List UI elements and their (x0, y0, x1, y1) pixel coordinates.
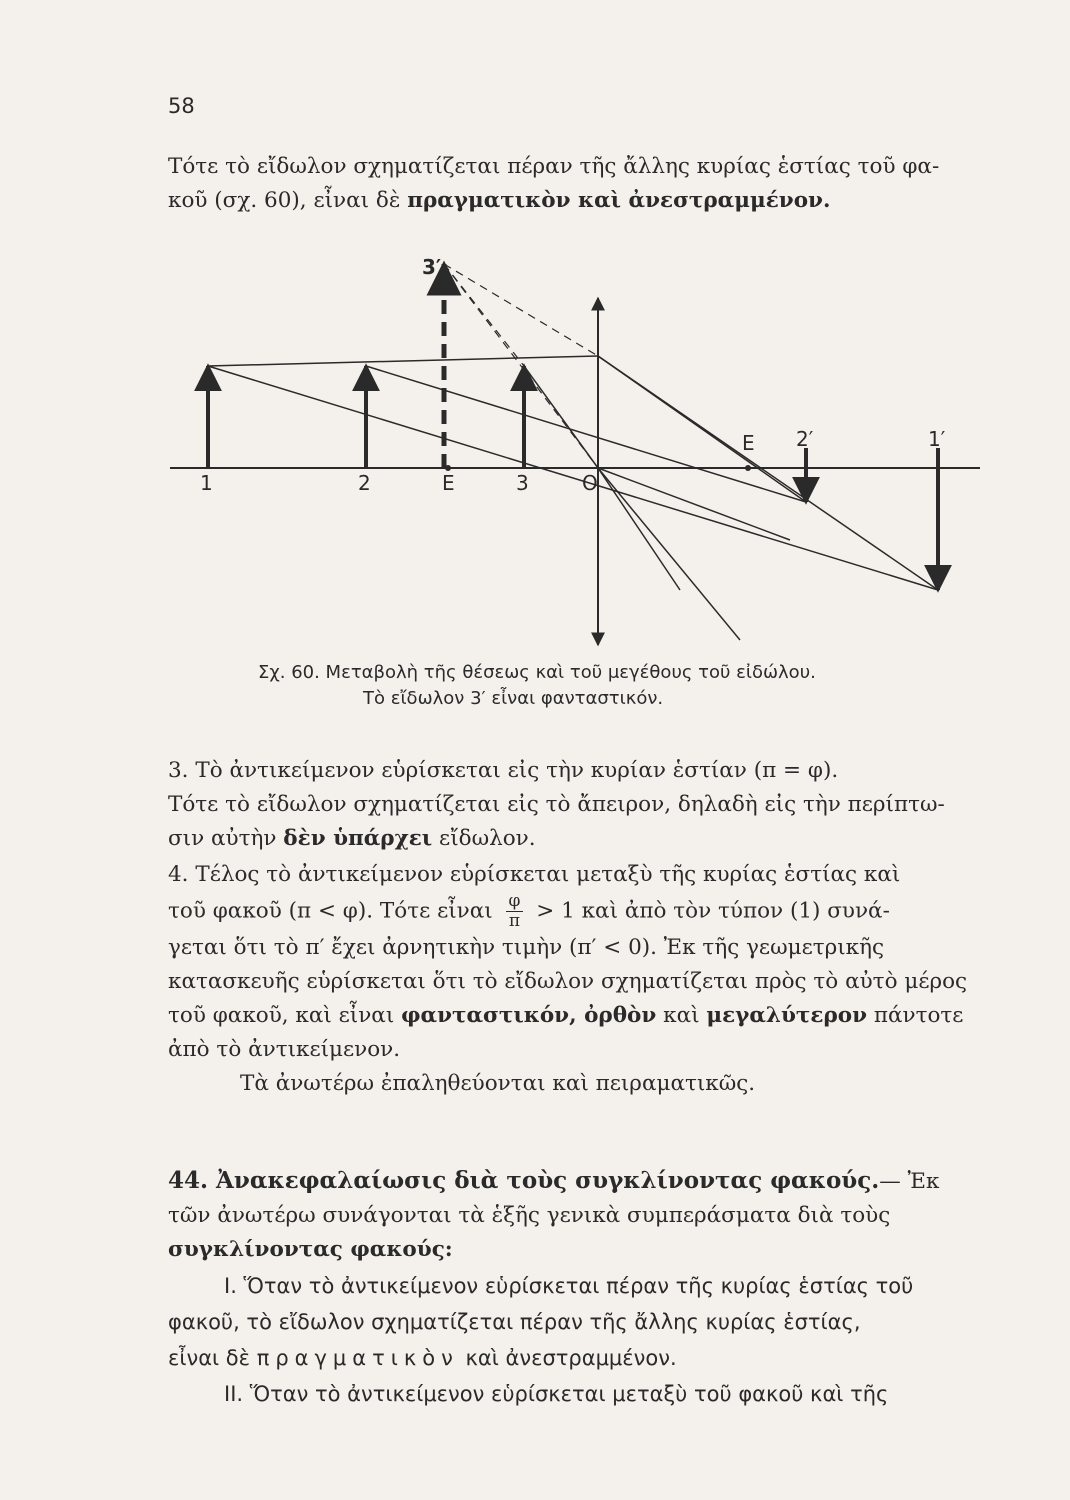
case4-line-5c: πάντοτε (867, 1003, 964, 1028)
fraction-numerator: φ (506, 892, 524, 912)
case4-line-4: κατασκευῆς εὑρίσκεται ὅτι τὸ εἴδωλον σχηματίζεται πρὸς τὸ αὐτὸ μέρος (168, 969, 968, 994)
case4-line-5b: καὶ (656, 1003, 707, 1028)
label-image-3: 3′ (422, 255, 442, 279)
intro-paragraph (168, 150, 1018, 218)
label-2: 2 (358, 471, 371, 495)
section44-bold: συγκλίνοντας φακούς: (168, 1237, 453, 1262)
label-f-left: E (442, 471, 455, 495)
conclusions-paragraph (168, 1268, 1018, 1412)
intro-bold: πραγματικὸν καὶ ἀνεστραμμένον. (407, 188, 831, 213)
conclusion-ii-line-1: II. Ὅταν τὸ ἀντικείμενον εὑρίσκεται μεταξὺ τοῦ φακοῦ καὶ τῆς (224, 1382, 889, 1406)
backprojection-1 (444, 264, 598, 356)
ray-3-out-a (598, 468, 740, 640)
case-3-paragraph (168, 754, 1018, 856)
label-image-1: 1′ (928, 427, 946, 451)
case4-line-5a: τοῦ φακοῦ, καὶ εἶναι (168, 1003, 402, 1028)
case3-line-3b: εἴδωλον. (432, 826, 536, 851)
caption-line-1: Σχ. 60. Μεταβολὴ τῆς θέσεως καὶ τοῦ μεγέθους τοῦ εἰδώλου. (258, 662, 816, 683)
conclusion-i-line-3b: καὶ ἀνεστραμμένον. (458, 1346, 677, 1370)
case4-bold-1: φανταστικόν, ὀρθὸν (401, 1003, 657, 1028)
conclusion-i-spaced: πραγματικὸν (256, 1346, 459, 1370)
page-number: 58 (168, 94, 195, 118)
section-44-title-rest: — Ἐκ (879, 1169, 940, 1194)
caption-line-2: Τὸ εἴδωλον 3′ εἶναι φανταστικόν. (363, 688, 664, 709)
label-origin: O (582, 471, 598, 495)
fraction-denominator: π (508, 911, 521, 931)
conclusion-i-line-2: φακοῦ, τὸ εἴδωλον σχηματίζεται πέραν τῆς ἄλλης κυρίας ἑστίας, (168, 1310, 861, 1334)
phi-over-pi-fraction (506, 892, 524, 931)
intro-line-2: κοῦ (σχ. 60), εἶναι δὲ (168, 188, 408, 213)
central-ray-1 (208, 366, 938, 590)
focal-point-right (745, 465, 751, 471)
case3-line-2: Τότε τὸ εἴδωλον σχηματίζεται εἰς τὸ ἄπειρον, δηλαδὴ εἰς τὴν περίπτω- (168, 792, 945, 817)
label-f-right: E (742, 431, 755, 455)
case4-line-6: ἀπὸ τὸ ἀντικείμενον. (168, 1037, 401, 1062)
case-4-paragraph (168, 858, 1018, 1101)
lens-diagram (160, 240, 990, 680)
case3-line-3a: σιν αὐτὴν (168, 826, 284, 851)
section-44-title: 44. Ἀνακεφαλαίωσις διὰ τοὺς συγκλίνοντας φακούς. (168, 1167, 880, 1194)
intro-line-1: Τότε τὸ εἴδωλον σχηματίζεται πέραν τῆς ἄλλης κυρίας ἑστίας τοῦ φα- (168, 154, 940, 179)
ray-3-out-b (598, 468, 680, 590)
figure-caption (258, 660, 978, 712)
label-image-2: 2′ (796, 427, 814, 451)
case4-line-3: γεται ὅτι τὸ π′ ἔχει ἀρνητικὴν τιμὴν (π′ < 0). Ἐκ τῆς γεωμετρικῆς (168, 935, 885, 960)
case4-line-7: Τὰ ἀνωτέρω ἐπαληθεύονται καὶ πειραματικῶς. (240, 1071, 756, 1096)
section44-line-2: τῶν ἀνωτέρω συνάγονται τὰ ἑξῆς γενικὰ συμπεράσματα διὰ τοὺς (168, 1203, 891, 1228)
case4-line-2a: τοῦ φακοῦ (π < φ). Τότε εἶναι (168, 898, 493, 924)
label-3: 3 (516, 471, 529, 495)
case4-line-2b: > 1 καὶ ἀπὸ τὸν τύπον (1) συνά- (536, 898, 890, 924)
backprojection-3 (444, 264, 598, 468)
case4-bold-2: μεγαλύτερον (706, 1003, 868, 1028)
label-1: 1 (200, 471, 213, 495)
parallel-ray (208, 356, 598, 366)
case3-bold: δὲν ὑπάρχει (283, 826, 433, 851)
conclusion-i-line-1: I. Ὅταν τὸ ἀντικείμενον εὑρίσκεται πέραν τῆς κυρίας ἑστίας τοῦ (224, 1274, 914, 1298)
conclusion-i-line-3a: εἶναι δὲ (168, 1346, 257, 1370)
case3-line-1: 3. Τὸ ἀντικείμενον εὑρίσκεται εἰς τὴν κυρίαν ἑστίαν (π = φ). (168, 758, 839, 783)
section-44-paragraph (168, 1164, 1018, 1267)
central-ray-3 (524, 366, 598, 468)
case4-line-1: 4. Τέλος τὸ ἀντικείμενον εὑρίσκεται μεταξὺ τῆς κυρίας ἑστίας καὶ (168, 862, 901, 887)
